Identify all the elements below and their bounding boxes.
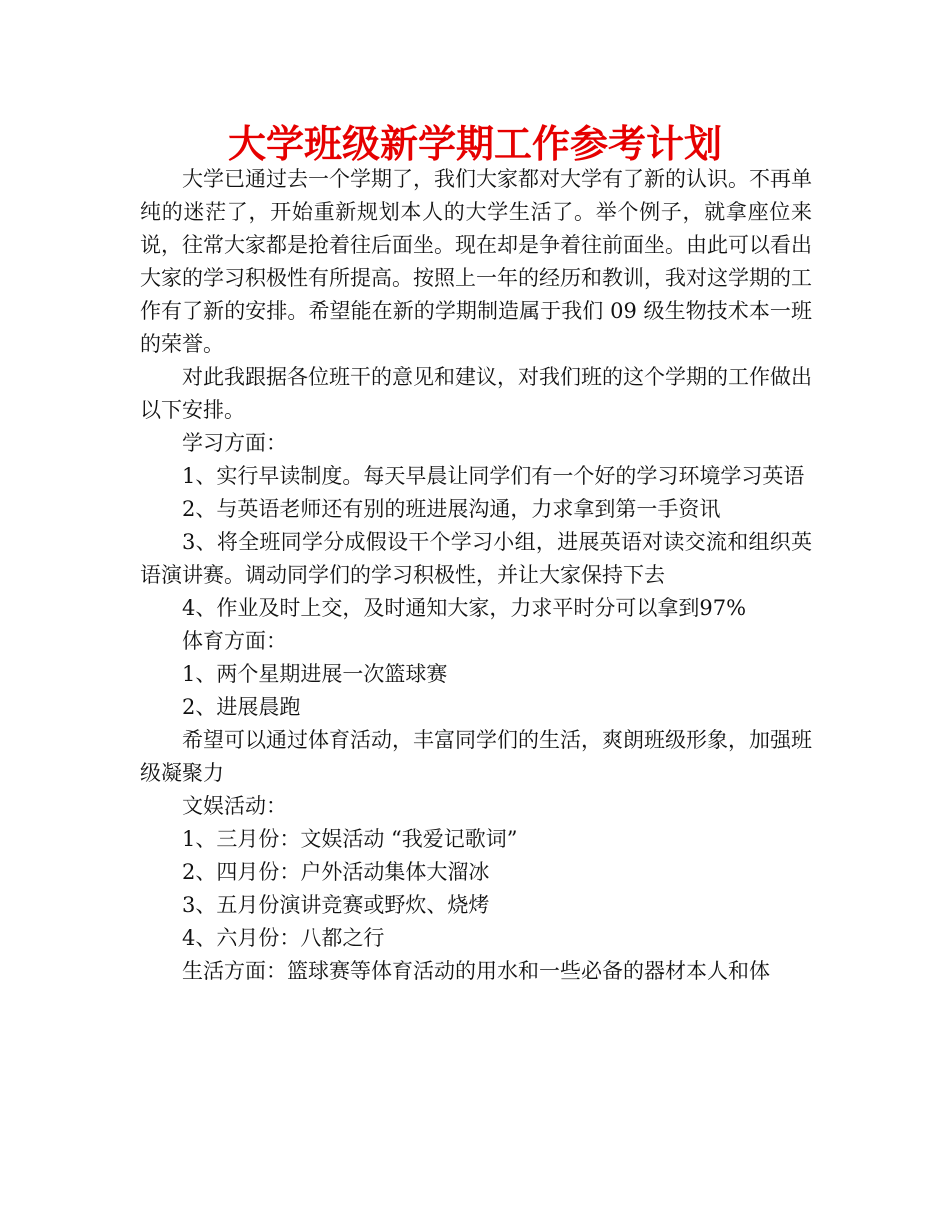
list-item: 1、实行早读制度。每天早晨让同学们有一个好的学习环境学习英语 [182, 464, 805, 488]
list-item: 4、作业及时上交，及时通知大家，力求平时分可以拿到97% [182, 596, 747, 620]
list-item: 1、两个星期进展一次篮球赛 [182, 662, 448, 686]
paragraph-life: 生活方面：篮球赛等体育活动的用水和一些必备的器材本人和体 [182, 959, 770, 983]
list-item: 3、将全班同学分成假设干个学习小组，进展英语对读交流和组织英语演讲赛。调动同学们的学习积极性，并让大家保持下去 [140, 530, 812, 587]
section-heading-sports: 体育方面： [182, 629, 287, 653]
document-body [140, 163, 812, 988]
list-item: 1、三月份：文娱活动 “我爱记歌词” [182, 827, 518, 851]
paragraph-sports-goal: 希望可以通过体育活动，丰富同学们的生活，爽朗班级形象，加强班级凝聚力 [140, 728, 812, 785]
list-item: 2、进展晨跑 [182, 695, 301, 719]
list-item: 4、六月份：八都之行 [182, 926, 385, 950]
document-title: 大学班级新学期工作参考计划 [227, 122, 722, 166]
list-item: 2、四月份：户外活动集体大溜冰 [182, 860, 490, 884]
paragraph-intro: 大学已通过去一个学期了，我们大家都对大学有了新的认识。不再单纯的迷茫了，开始重新规划本人的大学生活了。举个例子，就拿座位来说，往常大家都是抢着往后面坐。现在却是争着往前面坐。由此可以看出大家的学习积极性有所提高。按照上一年的经历和教训，我对这学期的工作有了新的安排。希望能在新的学期制造属于我们 09 级生物技术本一班的荣誉。 [140, 167, 812, 356]
paragraph-arrangement: 对此我跟据各位班干的意见和建议，对我们班的这个学期的工作做出以下安排。 [140, 365, 812, 422]
list-item: 3、五月份演讲竞赛或野炊、烧烤 [182, 893, 490, 917]
list-item: 2、与英语老师还有别的班进展沟通，力求拿到第一手资讯 [182, 497, 721, 521]
section-heading-study: 学习方面： [182, 431, 287, 455]
section-heading-entertainment: 文娱活动： [182, 794, 287, 818]
